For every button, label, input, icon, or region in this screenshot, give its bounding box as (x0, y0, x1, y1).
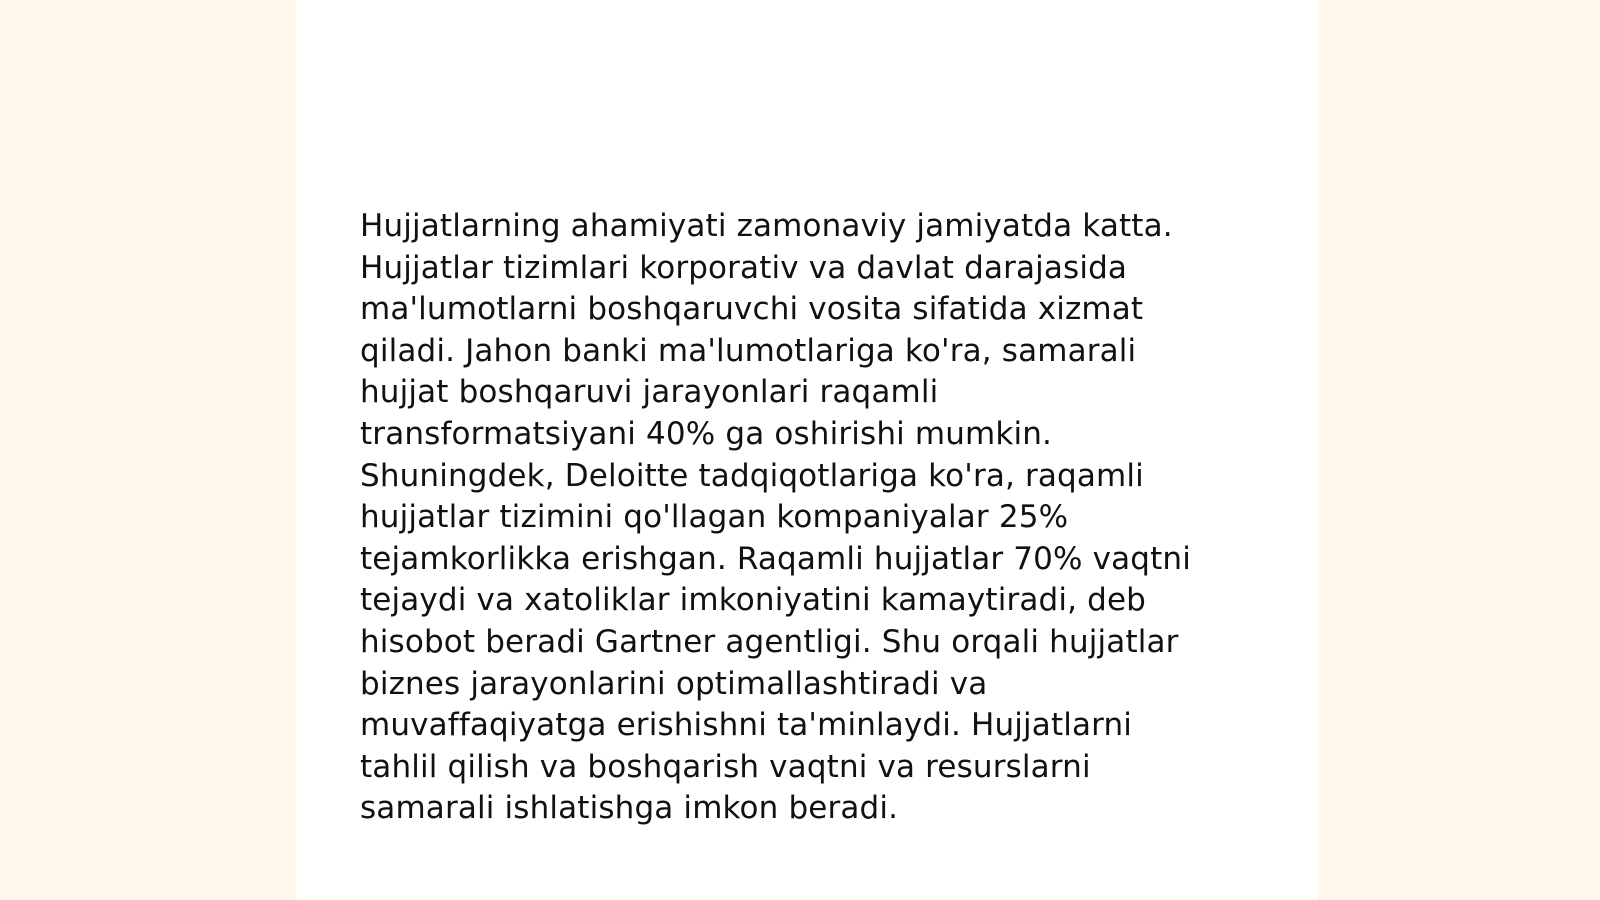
paragraph-line: Hujjatlarning ahamiyati zamonaviy jamiyatda katta. (360, 208, 1173, 244)
paragraph-line: biznes jarayonlarini optimallashtiradi va (360, 665, 988, 702)
body-paragraph (360, 206, 1240, 830)
paragraph-line: transformatsiyani 40% ga oshirishi mumkin. (360, 415, 1053, 452)
paragraph-line: samarali ishlatishga imkon beradi. (360, 790, 899, 827)
paragraph-line: muvaffaqiyatga erishishni ta'minlaydi. Hujjatlarni (360, 707, 1133, 744)
paragraph-line: qiladi. Jahon banki ma'lumotlariga ko'ra, samarali (360, 332, 1137, 369)
paragraph-line: tejamkorlikka erishgan. Raqamli hujjatlar 70% vaqtni (360, 540, 1191, 577)
paragraph-line: hujjat boshqaruvi jarayonlari raqamli (360, 374, 939, 411)
paragraph-line: hisobot beradi Gartner agentligi. Shu orqali hujjatlar (360, 623, 1179, 660)
paragraph-line: Hujjatlar tizimlari korporativ va davlat darajasida (360, 249, 1128, 286)
paragraph-line: ma'lumotlarni boshqaruvchi vosita sifatida xizmat (360, 291, 1144, 328)
paragraph-line: Shuningdek, Deloitte tadqiqotlariga ko'ra, raqamli (360, 457, 1144, 494)
document-page (296, 0, 1318, 900)
paragraph-line: tejaydi va xatoliklar imkoniyatini kamaytiradi, deb (360, 582, 1147, 619)
paragraph-line: hujjatlar tizimini qo'llagan kompaniyalar 25% (360, 499, 1069, 536)
paragraph-line: tahlil qilish va boshqarish vaqtni va resurslarni (360, 748, 1091, 785)
